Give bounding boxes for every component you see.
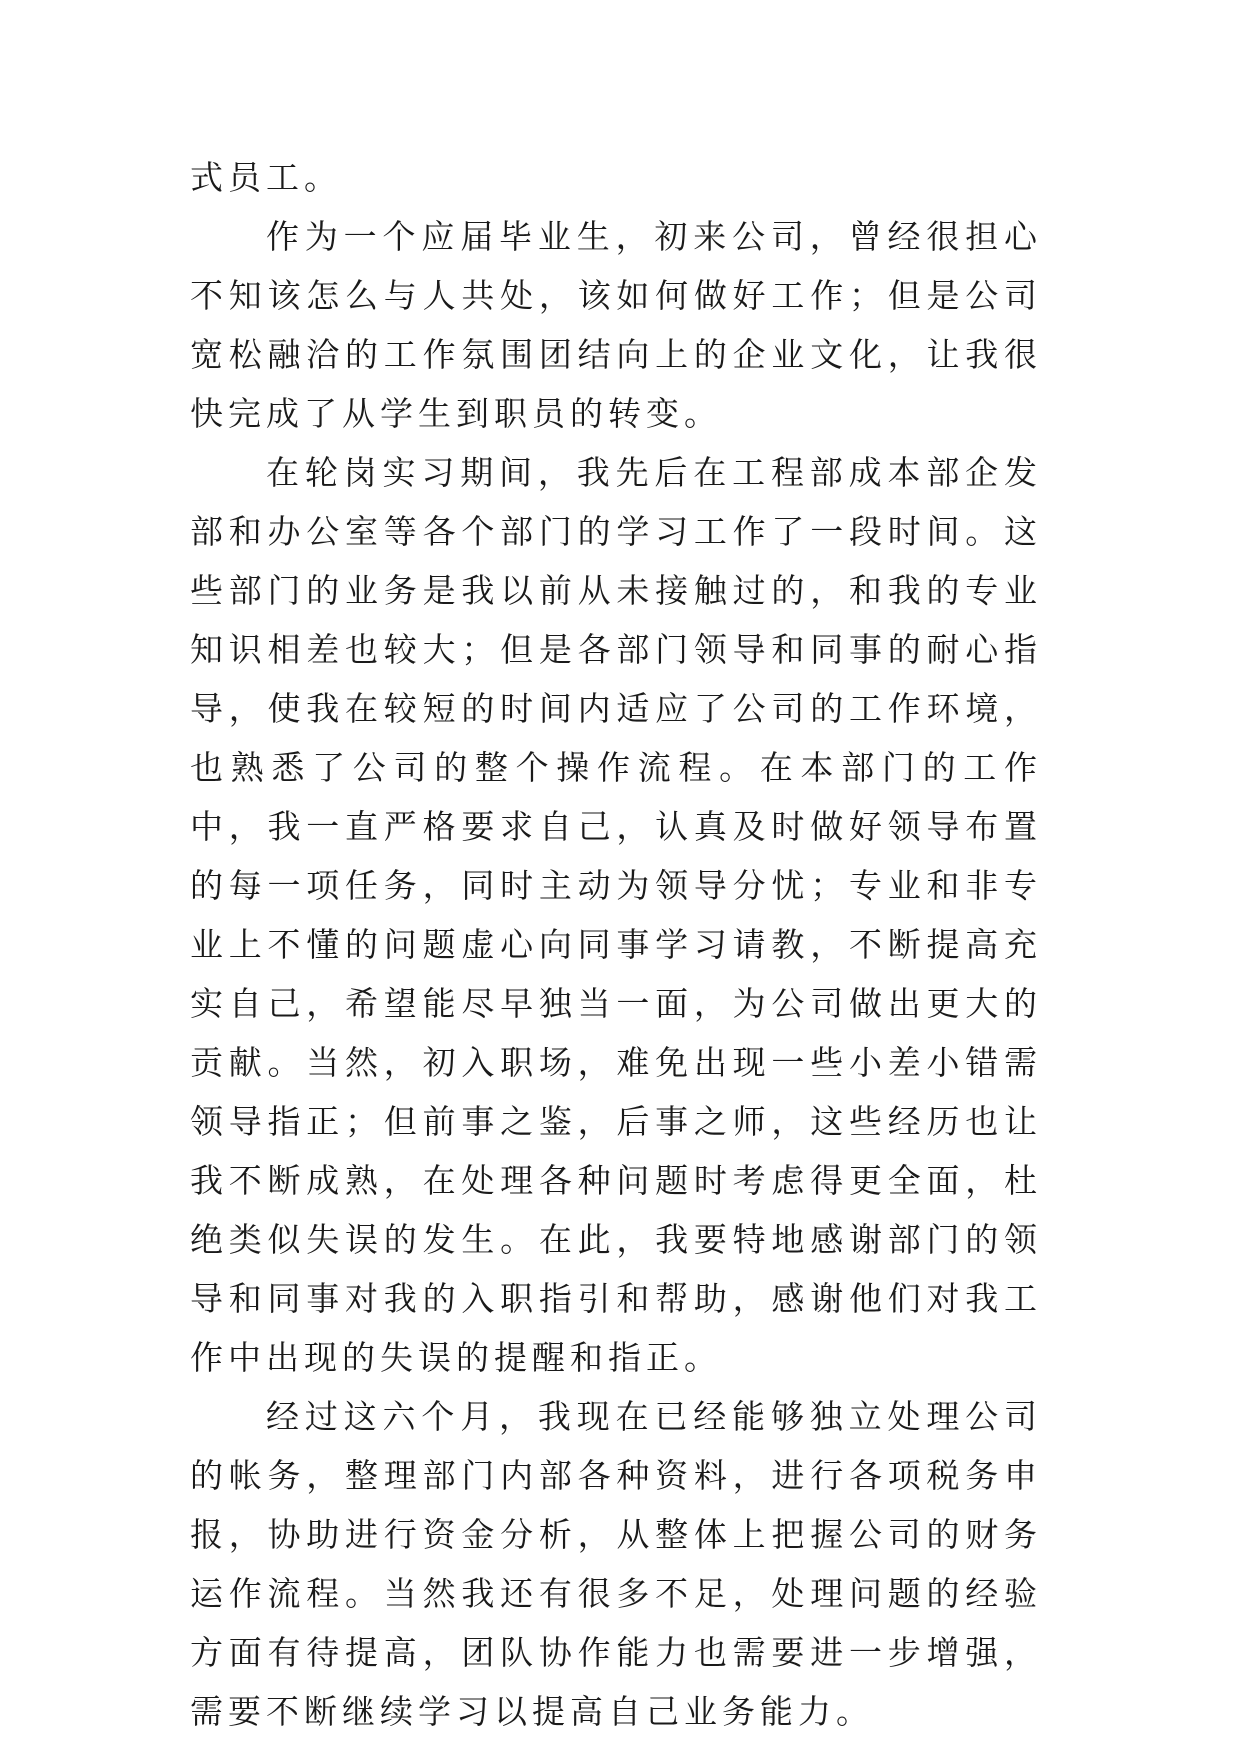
paragraph-continuation: 式员工。 bbox=[190, 158, 342, 197]
body-text bbox=[190, 148, 1042, 1741]
paragraph-adaptation: 作为一个应届毕业生，初来公司，曾经很担心不知该怎么与人共处，该如何做好工作；但是公司宽松融洽的工作氛围团结向上的企业文化，让我很快完成了从学生到职员的转变。 bbox=[190, 217, 1042, 433]
paragraph-six-months-summary: 经过这六个月，我现在已经能够独立处理公司的帐务，整理部门内部各种资料，进行各项税务申报，协助进行资金分析，从整体上把握公司的财务运作流程。当然我还有很多不足，处理问题的经验方面有待提高，团队协作能力也需要进一步增强，需要不断继续学习以提高自己业务能力。 bbox=[190, 1397, 1042, 1731]
paragraph-rotation-internship: 在轮岗实习期间，我先后在工程部成本部企发部和办公室等各个部门的学习工作了一段时间。这些部门的业务是我以前从未接触过的，和我的专业知识相差也较大；但是各部门领导和同事的耐心指导，使我在较短的时间内适应了公司的工作环境，也熟悉了公司的整个操作流程。在本部门的工作中，我一直严格要求自己，认真及时做好领导布置的每一项任务，同时主动为领导分忧；专业和非专业上不懂的问题虚心向同事学习请教，不断提高充实自己，希望能尽早独当一面，为公司做出更大的贡献。当然，初入职场，难免出现一些小差小错需领导指正；但前事之鉴，后事之师，这些经历也让我不断成熟，在处理各种问题时考虑得更全面，杜绝类似失误的发生。在此，我要特地感谢部门的领导和同事对我的入职指引和帮助，感谢他们对我工作中出现的失误的提醒和指正。 bbox=[190, 453, 1042, 1377]
